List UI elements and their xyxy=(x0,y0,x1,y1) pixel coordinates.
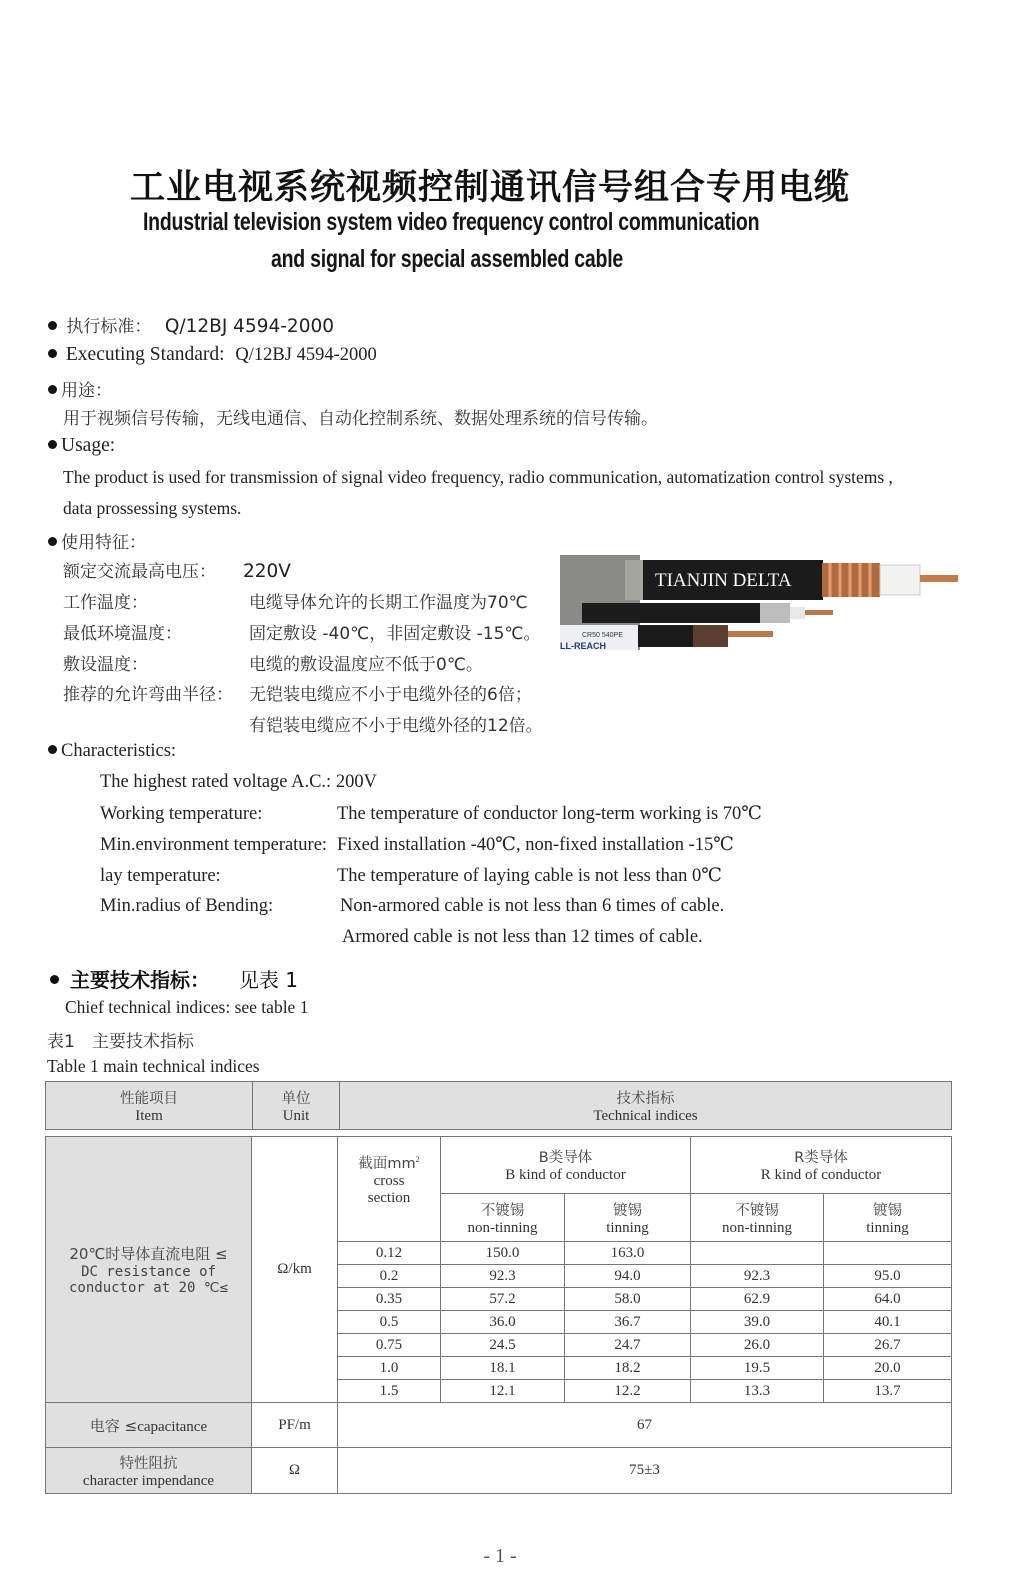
cell-r-tinning: 95.0 xyxy=(824,1265,952,1288)
feature-label: 最低环境温度： xyxy=(63,624,182,644)
feature-value: 电缆的敷设温度应不低于0℃。 xyxy=(249,655,483,675)
cell-r-non-tinning: 39.0 xyxy=(691,1311,824,1334)
characteristic-row xyxy=(100,772,377,793)
characteristic-row xyxy=(100,927,703,948)
cell-b-non-tinning: 36.0 xyxy=(441,1311,565,1334)
characteristic-value: Fixed installation -40℃, non-fixed installation -15℃ xyxy=(337,835,734,855)
cable-core xyxy=(920,575,958,582)
cell-r-tinning xyxy=(824,1242,952,1265)
standard-cn xyxy=(48,312,334,337)
standard-cn-label: 执行标准： xyxy=(66,317,152,337)
cell-r-non-tinning xyxy=(691,1242,824,1265)
usage-en-text-line2: data prossessing systems. xyxy=(63,498,242,518)
standard-en xyxy=(48,344,377,366)
feature-row xyxy=(63,680,532,705)
cell-r-tinning: 20.0 xyxy=(824,1357,952,1380)
feature-row xyxy=(63,619,541,644)
cell-section: 0.35 xyxy=(338,1288,441,1311)
standard-en-label: Executing Standard: xyxy=(65,344,225,365)
cell-section: 1.0 xyxy=(338,1357,441,1380)
indices-cn-ref: 见表 1 xyxy=(238,968,299,992)
feature-row xyxy=(63,557,291,582)
characteristic-row xyxy=(100,865,722,887)
page-number: - 1 - xyxy=(483,1545,517,1567)
feature-value: 有铠装电缆应不小于电缆外径的12倍。 xyxy=(249,716,543,736)
characteristic-value: Non-armored cable is not less than 6 times of cable. xyxy=(340,896,725,916)
cell-b-non-tinning: 92.3 xyxy=(441,1265,565,1288)
cell-section: 0.12 xyxy=(338,1242,441,1265)
cell-r-non-tinning: 62.9 xyxy=(691,1288,824,1311)
cell-b-non-tinning: 150.0 xyxy=(441,1242,565,1265)
impedance-row xyxy=(46,1448,952,1494)
b-conductor-header: B类导体 B kind of conductor xyxy=(441,1137,691,1194)
cell-r-tinning: 26.7 xyxy=(824,1334,952,1357)
cell-b-tinning: 24.7 xyxy=(565,1334,691,1357)
title-english-line2: and signal for special assembled cable xyxy=(271,245,624,273)
capacitance-label: 电容 ≤capacitance xyxy=(46,1403,252,1448)
impedance-label: 特性阻抗 character impendance xyxy=(46,1448,252,1494)
characteristic-label: The highest rated voltage A.C.: xyxy=(100,772,332,792)
usage-cn-label: 用途： xyxy=(48,376,112,401)
cable-copper-coil xyxy=(822,563,880,597)
usage-en-label: Usage: xyxy=(48,435,115,457)
characteristic-label: Working temperature: xyxy=(100,804,263,824)
characteristic-value: The temperature of conductor long-term working is 70℃ xyxy=(337,804,763,824)
feature-label: 推荐的允许弯曲半径： xyxy=(63,685,233,705)
header-item: 性能项目 Item xyxy=(46,1082,253,1130)
standard-en-value: Q/12BJ 4594-2000 xyxy=(235,345,377,365)
indices-heading xyxy=(50,964,298,993)
title-english-line1: Industrial television system video frequency control communication xyxy=(143,208,760,236)
characteristic-row xyxy=(100,834,734,856)
cable-brand-text: TIANJIN DELTA xyxy=(655,570,792,591)
characteristics-label: Characteristics: xyxy=(48,741,176,762)
feature-row xyxy=(63,588,528,613)
cell-b-tinning: 18.2 xyxy=(565,1357,691,1380)
cable-label-text: CR50 540PE xyxy=(582,632,623,639)
cell-b-non-tinning: 24.5 xyxy=(441,1334,565,1357)
technical-indices-table xyxy=(45,1136,952,1494)
impedance-unit: Ω xyxy=(252,1448,338,1494)
feature-row xyxy=(63,711,543,736)
cell-section: 0.2 xyxy=(338,1265,441,1288)
table-header xyxy=(45,1081,952,1130)
characteristic-label: Min.radius of Bending: xyxy=(100,896,274,916)
indices-en-text: Chief technical indices: see table 1 xyxy=(65,997,309,1017)
characteristic-value: Armored cable is not less than 12 times of cable. xyxy=(342,927,703,947)
feature-value: 固定敷设 -40℃，非固定敷设 -15℃。 xyxy=(249,624,541,644)
cell-b-tinning: 12.2 xyxy=(565,1380,691,1403)
characteristic-label: Min.environment temperature: xyxy=(100,835,328,855)
cell-b-tinning: 94.0 xyxy=(565,1265,691,1288)
dc-resistance-label: 20℃时导体直流电阻 ≤ DC resistance of conductor at 20 ℃≤ xyxy=(46,1137,252,1403)
cell-section: 0.5 xyxy=(338,1311,441,1334)
feature-label: 额定交流最高电压： xyxy=(63,562,216,582)
capacitance-unit: PF/m xyxy=(252,1403,338,1448)
feature-label: 敷设温度： xyxy=(63,655,148,675)
cell-r-non-tinning: 92.3 xyxy=(691,1265,824,1288)
title-chinese: 工业电视系统视频控制通讯信号组合专用电缆 xyxy=(129,168,850,208)
cell-r-tinning: 40.1 xyxy=(824,1311,952,1334)
cell-b-tinning: 58.0 xyxy=(565,1288,691,1311)
b-non-tinning-header: 不镀锡 non-tinning xyxy=(441,1194,565,1242)
dc-resistance-unit: Ω/km xyxy=(252,1137,338,1403)
cross-section-header: 截面$mm^2$ cross section xyxy=(338,1137,441,1242)
cable-product-image xyxy=(560,555,960,655)
r-tinning-header: 镀锡 tinning xyxy=(824,1194,952,1242)
cell-b-non-tinning: 12.1 xyxy=(441,1380,565,1403)
header-technical-indices: 技术指标 Technical indices xyxy=(340,1082,952,1130)
characteristic-value: 200V xyxy=(335,772,377,792)
feature-value: 无铠装电缆应不小于电缆外径的6倍； xyxy=(249,685,532,705)
cell-r-tinning: 64.0 xyxy=(824,1288,952,1311)
cell-section: 1.5 xyxy=(338,1380,441,1403)
features-cn-label: 使用特征： xyxy=(48,528,146,553)
characteristic-value: The temperature of laying cable is not less than 0℃ xyxy=(337,866,722,886)
cell-b-non-tinning: 57.2 xyxy=(441,1288,565,1311)
usage-en-text-line1: The product is used for transmission of signal video frequency, radio communication, automatization control systems , xyxy=(63,467,893,487)
characteristic-row xyxy=(100,896,724,917)
characteristic-label: lay temperature: xyxy=(100,866,221,886)
cell-section: 0.75 xyxy=(338,1334,441,1357)
cell-r-non-tinning: 13.3 xyxy=(691,1380,824,1403)
cell-r-non-tinning: 19.5 xyxy=(691,1357,824,1380)
feature-label: 工作温度： xyxy=(63,593,148,613)
capacitance-row xyxy=(46,1403,952,1448)
r-conductor-header: R类导体 R kind of conductor xyxy=(691,1137,952,1194)
impedance-value: 75±3 xyxy=(338,1448,952,1494)
r-non-tinning-header: 不镀锡 non-tinning xyxy=(691,1194,824,1242)
feature-value: 220V xyxy=(243,561,291,582)
capacitance-value: 67 xyxy=(338,1403,952,1448)
feature-value: 电缆导体允许的长期工作温度为70℃ xyxy=(249,593,528,613)
table-caption-en: Table 1 main technical indices xyxy=(47,1056,260,1076)
characteristic-row xyxy=(100,803,762,825)
standard-cn-value: Q/12BJ 4594-2000 xyxy=(164,316,335,337)
cell-b-non-tinning: 18.1 xyxy=(441,1357,565,1380)
cell-b-tinning: 163.0 xyxy=(565,1242,691,1265)
usage-cn-text: 用于视频信号传输，无线电通信、自动化控制系统、数据处理系统的信号传输。 xyxy=(63,409,658,429)
cell-r-non-tinning: 26.0 xyxy=(691,1334,824,1357)
header-unit: 单位 Unit xyxy=(253,1082,340,1130)
indices-cn-label: 主要技术指标： xyxy=(69,968,210,992)
b-tinning-header: 镀锡 tinning xyxy=(565,1194,691,1242)
table-caption-cn: 表1 主要技术指标 xyxy=(47,1032,194,1052)
cable-label-text: LL-REACH xyxy=(560,641,606,651)
cell-r-tinning: 13.7 xyxy=(824,1380,952,1403)
cell-b-tinning: 36.7 xyxy=(565,1311,691,1334)
feature-row xyxy=(63,650,483,675)
